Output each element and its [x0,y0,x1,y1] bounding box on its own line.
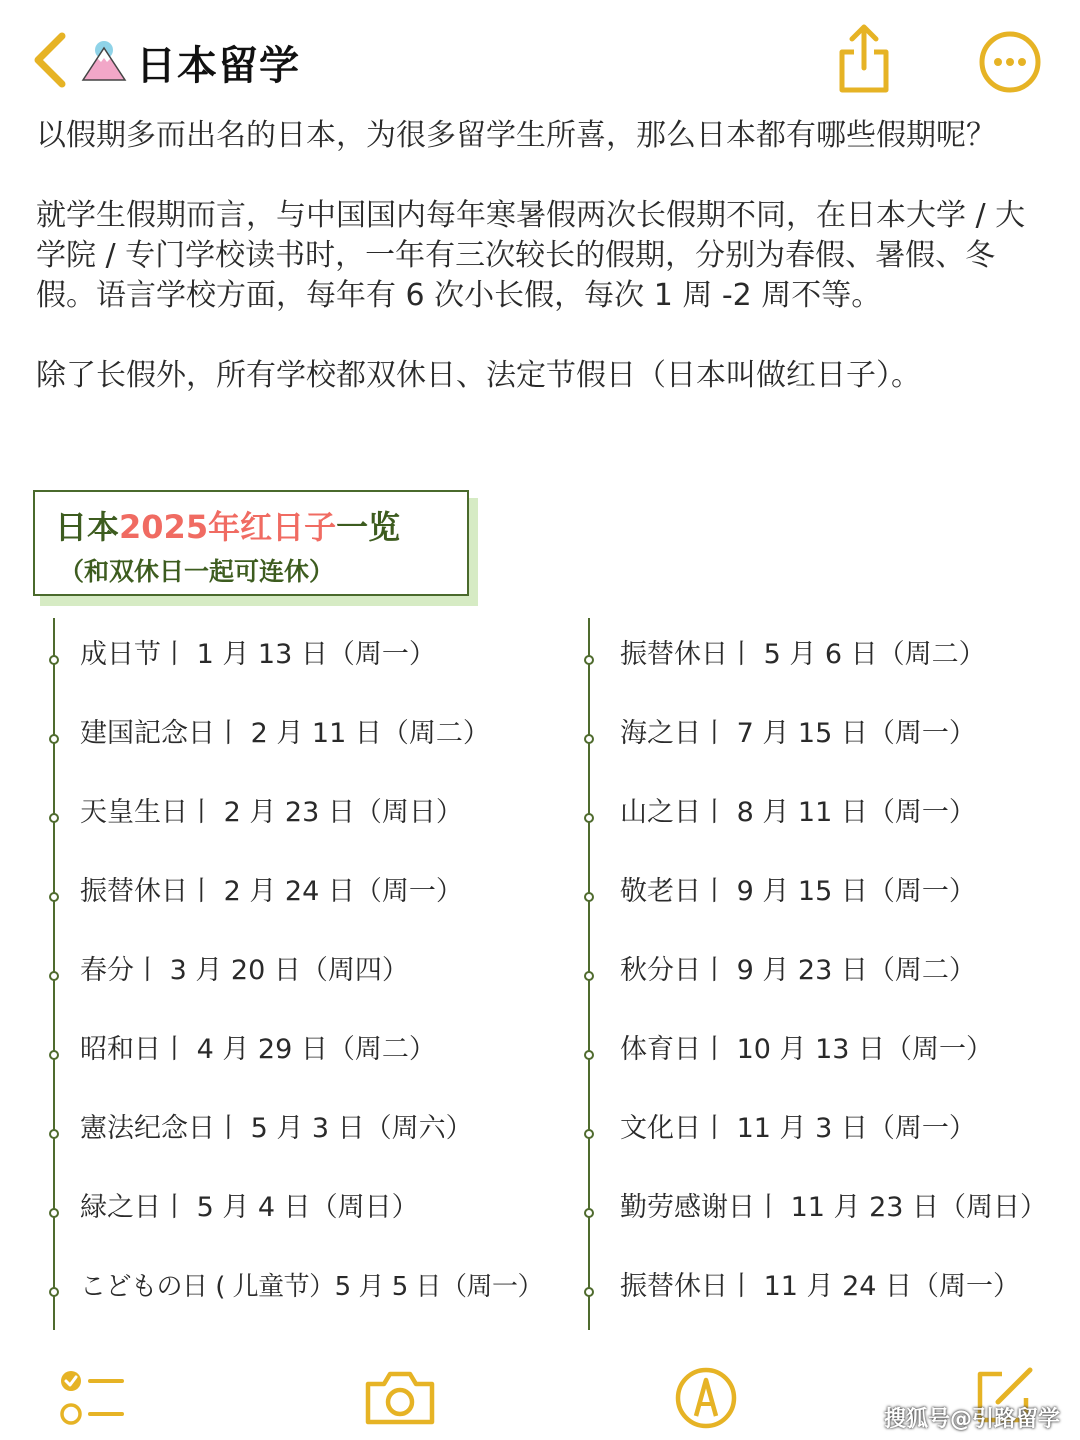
timeline-dot [49,1050,59,1060]
timeline-dot [584,1050,594,1060]
holiday-heading-box [33,490,469,596]
markup-button[interactable] [674,1366,738,1430]
holiday-item: 文化日丨 11 月 3 日（周一） [620,1113,976,1144]
holiday-item: 海之日丨 7 月 15 日（周一） [620,718,976,749]
timeline-dot [49,813,59,823]
paragraph-weekends: 除了长假外，所有学校都双休日、法定节假日（日本叫做红日子）。 [36,358,921,393]
holiday-item: 体育日丨 10 月 13 日（周一） [620,1034,994,1065]
paragraph-student-holidays: 就学生假期而言，与中国国内每年寒暑假两次长假期不同，在日本大学 / 大学院 / 专门学校读书时，一年有三次较长的假期，分别为春假、暑假、冬假。语言学校方面，每年有 6 次小长假，每次 1 周 -2 周不等。 [36,198,1026,313]
timeline-dot [49,1208,59,1218]
timeline-dot [49,655,59,665]
holiday-item: 昭和日丨 4 月 29 日（周二） [80,1034,436,1065]
timeline-dot [584,1208,594,1218]
timeline-dot [584,1287,594,1297]
mount-fuji-emoji [80,36,128,84]
holiday-item: 建国記念日丨 2 月 11 日（周二） [80,718,490,749]
share-icon [832,22,896,96]
timeline-dot [584,892,594,902]
holiday-item: 秋分日丨 9 月 23 日（周二） [620,955,976,986]
holiday-item: 敬老日丨 9 月 15 日（周一） [620,876,976,907]
holiday-item: 振替休日丨 2 月 24 日（周一） [80,876,463,907]
timeline-dot [584,655,594,665]
chevron-left-icon [28,30,72,90]
holiday-item: 憲法纪念日丨 5 月 3 日（周六） [80,1113,473,1144]
checklist-icon [58,1368,126,1428]
nav-bar [0,0,1080,118]
holiday-item: 成日节丨 1 月 13 日（周一） [80,639,436,670]
note-body[interactable] [36,116,1052,436]
timeline-dot [584,1129,594,1139]
holiday-item: 勤劳感谢日丨 11 月 23 日（周日） [620,1192,1048,1223]
more-button[interactable] [978,30,1042,94]
timeline-dot [584,734,594,744]
timeline-dot [49,734,59,744]
timeline-dot [584,813,594,823]
markup-pen-icon [674,1366,738,1430]
page-title: 日本留学 [136,43,300,89]
holiday-item: 緑之日丨 5 月 4 日（周日） [80,1192,419,1223]
holiday-item: 山之日丨 8 月 11 日（周一） [620,797,976,828]
paragraph-intro: 以假期多而出名的日本，为很多留学生所喜，那么日本都有哪些假期呢？ [36,118,996,153]
back-button[interactable] [28,30,72,90]
timeline-dot [49,1129,59,1139]
camera-icon [362,1366,438,1428]
holiday-item: 振替休日丨 5 月 6 日（周二） [620,639,986,670]
timeline-dot [49,1287,59,1297]
more-icon [978,30,1042,94]
share-button[interactable] [832,22,896,96]
timeline-dot [49,892,59,902]
watermark: 搜狐号@引路留学 [884,1407,1061,1432]
heading-title: 日本2025年红日子一览 [55,508,401,546]
heading-subtitle: （和双休日一起可连休） [59,557,335,586]
holiday-item: 振替休日丨 11 月 24 日（周一） [620,1271,1021,1302]
holiday-item: 春分丨 3 月 20 日（周四） [80,955,409,986]
timeline-dot [49,971,59,981]
camera-button[interactable] [362,1366,438,1428]
holiday-item: こどもの日 ( 儿童节）5 月 5 日（周一） [80,1272,544,1302]
checklist-button[interactable] [58,1368,126,1428]
timeline-dot [584,971,594,981]
holiday-item: 天皇生日丨 2 月 23 日（周日） [80,797,463,828]
